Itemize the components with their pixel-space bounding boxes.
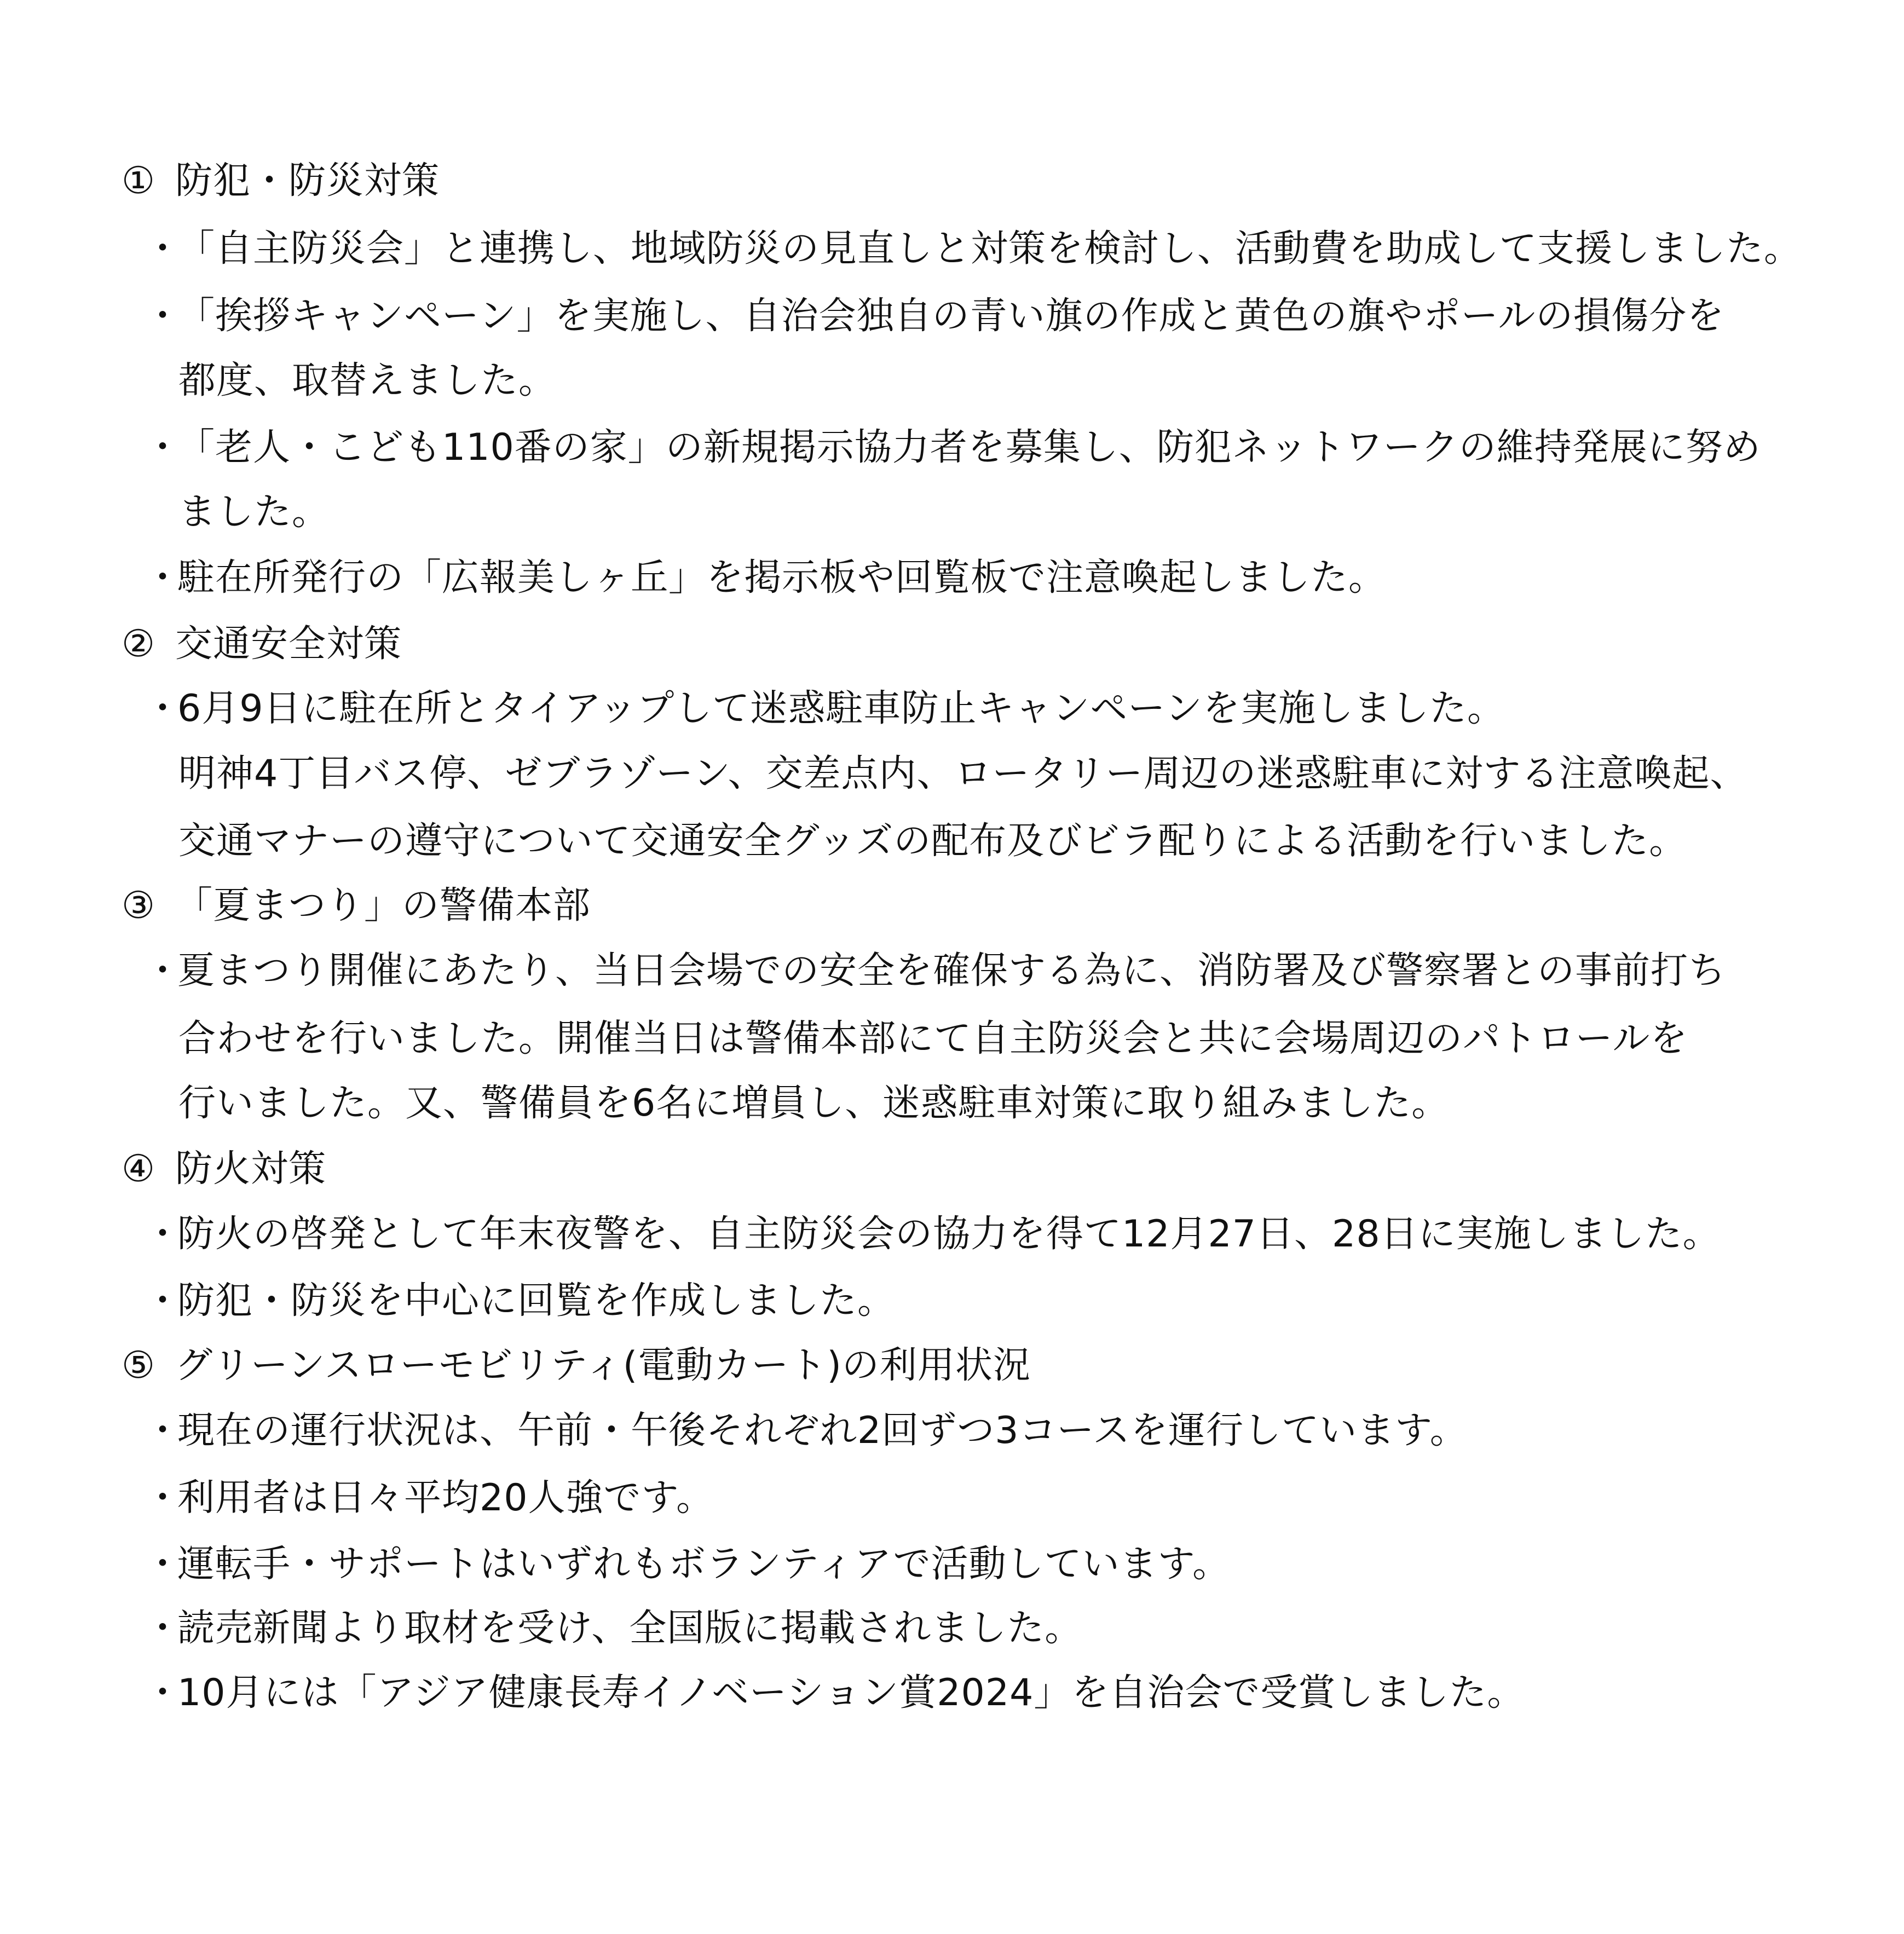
list-item xyxy=(144,1274,895,1329)
section-title: グリーンスローモビリティ(電動カート)の利用状況 xyxy=(175,1344,1031,1387)
bullet-marker: ・ xyxy=(144,1279,182,1323)
list-item xyxy=(144,1666,1525,1721)
bullet-marker: ・ xyxy=(144,1543,182,1586)
section-title: 防犯・防災対策 xyxy=(175,159,440,203)
item-text-continued: 明神4丁目バス停、ゼブラゾーン、交差点内、ロータリー周辺の迷惑駐車に対する注意喚起、 xyxy=(178,752,1748,795)
section-number: ② xyxy=(122,622,155,666)
bullet-marker: ・ xyxy=(144,1409,182,1452)
section-heading-3 xyxy=(122,879,591,933)
bullet-marker: ・ xyxy=(144,949,182,992)
bullet-marker: ・ xyxy=(144,1213,182,1256)
list-item xyxy=(144,1404,1468,1458)
bullet-marker: ・ xyxy=(144,1671,182,1714)
bullet-marker: ・ xyxy=(144,687,182,730)
item-text: 10月には「アジア健康長寿イノベーション賞2024」を自治会で受賞しました。 xyxy=(177,1671,1525,1714)
item-text: 駐在所発行の「広報美しヶ丘」を掲示板や回覧板で注意喚起しました。 xyxy=(177,556,1387,599)
item-text: 防火の啓発として年末夜警を、自主防災会の協力を得て12月27日、28日に実施しました。 xyxy=(177,1213,1721,1256)
list-item xyxy=(144,944,1726,998)
list-item xyxy=(144,1207,1721,1262)
item-text-continued: 交通マナーの遵守について交通安全グッズの配布及びビラ配りによる活動を行いました。 xyxy=(178,819,1687,863)
section-title: 「夏まつり」の警備本部 xyxy=(175,884,591,927)
item-text: 「老人・こども110番の家」の新規掲示協力者を募集し、防犯ネットワークの維持発展に努め xyxy=(177,426,1761,469)
bullet-marker: ・ xyxy=(144,227,182,270)
section-heading-4 xyxy=(122,1142,326,1197)
item-text-continued: 合わせを行いました。開催当日は警備本部にて自主防災会と共に会場周辺のパトロールを xyxy=(178,1017,1688,1060)
bullet-marker: ・ xyxy=(144,426,182,469)
item-text-continued: 都度、取替えました。 xyxy=(178,359,557,402)
section-heading-5 xyxy=(122,1338,1031,1393)
section-heading-1 xyxy=(122,154,440,209)
item-text-continued: ました。 xyxy=(178,490,330,534)
item-text: 防犯・防災を中心に回覧を作成しました。 xyxy=(177,1279,896,1323)
list-item xyxy=(144,1537,1230,1592)
item-text: 現在の運行状況は、午前・午後それぞれ2回ずつ3コースを運行しています。 xyxy=(177,1409,1468,1452)
item-text: 「挨拶キャンペーン」を実施し、自治会独自の青い旗の作成と黄色の旗やポールの損傷分を xyxy=(177,295,1725,338)
list-item xyxy=(144,1471,714,1526)
list-item xyxy=(144,1601,1082,1656)
item-text-continued: 行いました。又、警備員を6名に増員し、迷惑駐車対策に取り組みました。 xyxy=(178,1082,1450,1125)
list-item xyxy=(144,551,1386,605)
section-number: ③ xyxy=(122,884,155,927)
list-item xyxy=(144,682,1505,736)
bullet-marker: ・ xyxy=(144,295,182,338)
item-text: 6月9日に駐在所とタイアップして迷惑駐車防止キャンペーンを実施しました。 xyxy=(177,687,1505,730)
item-text: 「自主防災会」と連携し、地域防災の見直しと対策を検討し、活動費を助成して支援しました。 xyxy=(177,227,1802,270)
item-text: 読売新聞より取材を受け、全国版に掲載されました。 xyxy=(177,1607,1083,1650)
section-title: 防火対策 xyxy=(175,1147,327,1191)
section-number: ④ xyxy=(122,1147,155,1191)
list-item xyxy=(144,420,1761,475)
bullet-marker: ・ xyxy=(144,1476,182,1520)
item-text: 運転手・サポートはいずれもボランティアで活動しています。 xyxy=(177,1543,1231,1586)
bullet-marker: ・ xyxy=(144,556,182,599)
section-title: 交通安全対策 xyxy=(175,622,402,666)
section-number: ① xyxy=(122,159,155,203)
item-text: 夏まつり開催にあたり、当日会場での安全を確保する為に、消防署及び警察署との事前打ち xyxy=(177,949,1727,992)
list-item xyxy=(144,289,1724,344)
section-number: ⑤ xyxy=(122,1344,155,1387)
item-text: 利用者は日々平均20人強です。 xyxy=(177,1476,714,1520)
section-heading-2 xyxy=(122,617,402,672)
bullet-marker: ・ xyxy=(144,1607,182,1650)
list-item xyxy=(144,222,1802,276)
